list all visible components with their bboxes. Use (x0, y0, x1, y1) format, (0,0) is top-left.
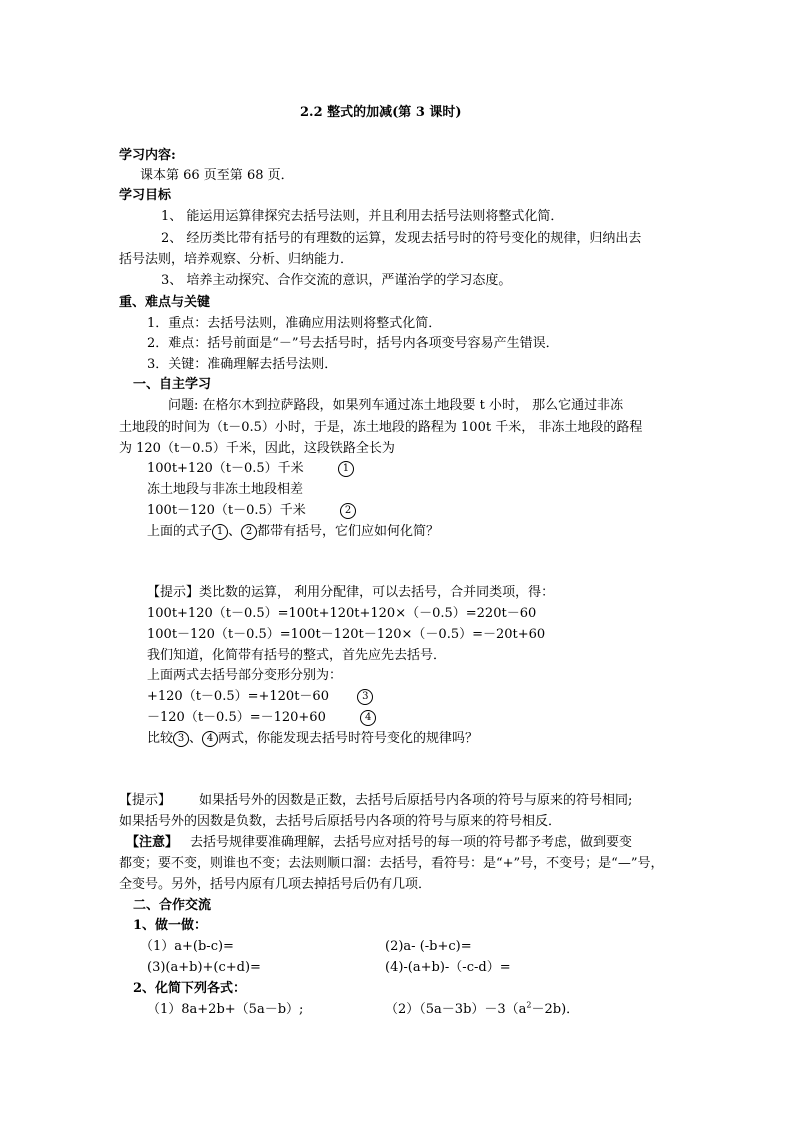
simplify-text: －2b)． (531, 1002, 580, 1017)
hint-2-cont: 如果括号外的因数是负数，去括号后原括号内各项的符号与原来的符号相反． (119, 814, 562, 829)
circled-number-1: 1 (212, 524, 228, 540)
expression-text: 100t－120（t－0.5）千米 (147, 503, 306, 518)
circled-number-3: 3 (357, 689, 373, 705)
expression-text: +120（t－0.5）=+120t－60 (147, 689, 329, 704)
problem-line: 为 120（t－0.5）千米，因此，这段铁路全长为 (119, 441, 395, 456)
question-line (147, 523, 439, 541)
separator: 、 (189, 731, 203, 746)
key-item: 1．重点：去括号法则，准确应用法则将整式化简． (147, 316, 442, 331)
note-text: 去括号规律要准确理解，去括号应对括号的每一项的符号都予考虑，做到要变 (190, 835, 633, 850)
expression-text: 100t+120（t－0.5）千米 (147, 461, 304, 476)
goal-item-cont: 括号法则，培养观察、分析、归纳能力． (119, 252, 354, 267)
exercise-3: (3)(a+b)+(c+d)= (147, 960, 261, 975)
simplify-heading: 2、化简下列各式： (133, 981, 247, 996)
problem-line: 土地段的时间为（t－0.5）小时，于是，冻土地段的路程为 100t 千米， 非冻土地段的路程 (119, 420, 643, 435)
question-text: 上面的式子 (147, 524, 213, 539)
hint-1 (147, 584, 554, 602)
key-item: 2．难点：括号前面是“－”号去括号时，括号内各项变号容易产生错误． (147, 336, 559, 351)
goal-item: 3、 培养主动探究、合作交流的意识，严谨治学的学习态度。 (161, 273, 512, 288)
simplify-text: （2）（5a－3b）－3（a (385, 1002, 527, 1017)
try-heading: 1、做一做： (133, 918, 208, 933)
section-heading-self-study: 一、自主学习 (133, 377, 212, 392)
question-text: 都带有括号，它们应如何化简？ (257, 524, 440, 539)
goal-item: 2、 经历类比带有括号的有理数的运算，发现去括号时的符号变化的规律，归纳出去 (161, 231, 642, 246)
compare-line (147, 730, 478, 748)
goals-heading: 学习目标 (119, 188, 172, 203)
expression-2 (147, 502, 356, 520)
key-item: 3．关键：准确理解去括号法则． (147, 357, 338, 372)
difference-text: 冻土地段与非冻土地段相差 (147, 482, 304, 497)
goal-item: 1、 能运用运算律探究去括号法则，并且利用去括号法则将整式化简． (161, 209, 564, 224)
exercise-4: (4)-(a+b)-（-c-d）= (385, 960, 511, 975)
note-cont: 都变；要不变，则谁也不变；去法则顺口溜：去括号，看符号：是“+”号，不变号；是“—”号， (119, 856, 664, 871)
keys-heading: 重、难点与关键 (119, 295, 211, 310)
calculation-1: 100t+120（t－0.5）=100t+120t+120×（－0.5）=220t－60 (147, 606, 537, 621)
exercise-1: （1）a+(b-c)= (140, 939, 234, 954)
simplify-2 (385, 1001, 579, 1019)
page-title: 2.2 整式的加减(第 3 课时) (300, 105, 462, 120)
expression-1 (147, 460, 354, 478)
compare-text: 比较 (147, 731, 174, 746)
circled-number-2: 2 (241, 524, 257, 540)
note-cont: 全变号。另外，括号内原有几项去掉括号后仍有几项． (119, 877, 432, 892)
hint-label: 【提示】 (119, 793, 172, 808)
note (126, 834, 632, 852)
hint-2 (119, 792, 632, 810)
transform-text: 上面两式去括号部分变形分别为： (147, 668, 343, 683)
circled-number-2: 2 (340, 503, 356, 519)
note-label: 【注意】 (126, 835, 179, 850)
section-heading-cooperation: 二、合作交流 (133, 898, 212, 913)
exponent: 2 (526, 1000, 532, 1010)
problem-line: 问题: 在格尔木到拉萨路段，如果列车通过冻土地段要 t 小时， 那么它通过非冻 (168, 398, 624, 413)
expression-text: －120（t－0.5）=－120+60 (147, 710, 326, 725)
content-text: 课本第 66 页至第 68 页． (140, 168, 294, 183)
circled-number-1: 1 (338, 461, 354, 477)
hint-text: 如果括号外的因数是正数，去括号后原括号内各项的符号与原来的符号相同; (199, 793, 633, 808)
separator: 、 (228, 524, 242, 539)
hint-label: 【提示】 (147, 585, 200, 600)
simplify-1: （1）8a+2b+（5a－b）; (147, 1002, 304, 1017)
compare-text: 两式，你能发现去括号时符号变化的规律吗？ (218, 731, 479, 746)
calculation-2: 100t－120（t－0.5）=100t－120t－120×（－0.5）=－20t+60 (147, 627, 546, 642)
content-heading: 学习内容: (119, 148, 176, 163)
exercise-2: (2)a- (-b+c)= (385, 939, 472, 954)
expression-3 (147, 688, 373, 706)
know-text: 我们知道，化简带有括号的整式，首先应先去括号． (147, 648, 447, 663)
circled-number-4: 4 (202, 731, 218, 747)
circled-number-4: 4 (360, 710, 376, 726)
hint-text: 类比数的运算， 利用分配律，可以去括号，合并同类项，得： (199, 585, 555, 600)
circled-number-3: 3 (173, 731, 189, 747)
expression-4 (147, 709, 376, 727)
